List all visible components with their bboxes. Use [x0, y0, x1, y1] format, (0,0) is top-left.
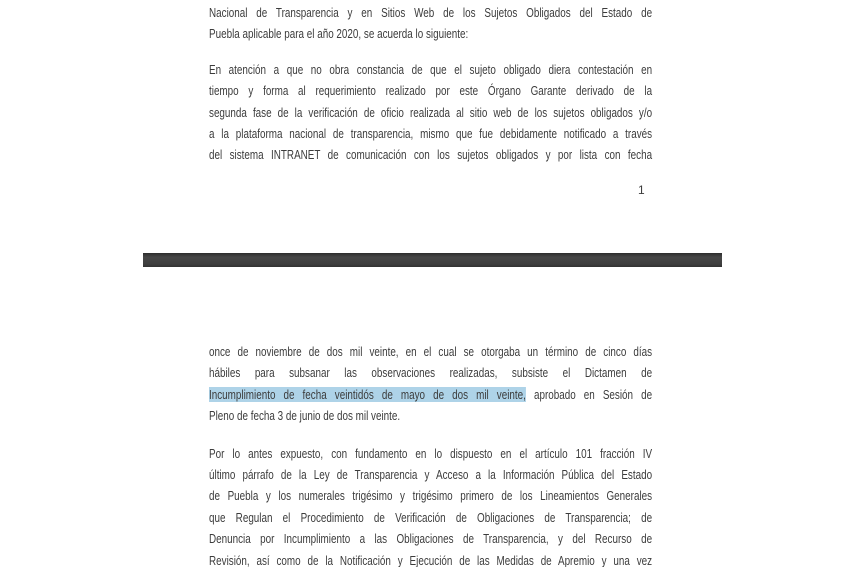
- text-line: Por lo antes expuesto, con fundamento en lo dispuesto en el artículo 101 fracción IV: [209, 445, 653, 461]
- page2-text-column: [209, 341, 652, 567]
- text-line: once de noviembre de dos mil veinte, en el cual se otorgaba un término de cinco días: [209, 344, 653, 359]
- text-line: a la plataforma nacional de transparencia, mismo que fue debidamente notificado a través: [209, 126, 653, 142]
- text-line: Denuncia por Incumplimiento a las Obligaciones de Transparencia, y del Recurso de: [209, 531, 653, 547]
- text-line: Pleno de fecha 3 de junio de dos mil veinte.: [209, 408, 401, 424]
- text-line: Nacional de Transparencia y en Sitios Web de los Sujetos Obligados del Estado de: [209, 5, 653, 20]
- text-line: último párrafo de la Ley de Transparencia y Acceso a la Información Pública del Estado: [209, 467, 653, 483]
- paragraph: [209, 59, 652, 166]
- highlighted-text: Incumplimiento de fecha veintidós de mayo de dos mil veinte,: [209, 386, 526, 402]
- text-line: Incumplimiento de fecha veintidós de mayo de dos mil veinte, aprobado en Sesión de: [209, 386, 653, 402]
- page-separator-bar: [143, 253, 722, 267]
- paragraph: [209, 443, 652, 567]
- paragraph: [209, 341, 652, 427]
- text-line: Puebla aplicable para el año 2020, se acuerda lo siguiente:: [209, 26, 469, 42]
- page-number: 1: [638, 183, 645, 197]
- text-line: segunda fase de la verificación de oficio realizada al sitio web de los sujetos obligados y/o: [209, 104, 653, 120]
- document-page-1: [143, 0, 722, 253]
- document-page-2: [143, 267, 722, 567]
- text-line: del sistema INTRANET de comunicación con los sujetos obligados y por lista con fecha: [209, 147, 653, 163]
- paragraph: [209, 2, 652, 45]
- text-line: hábiles para subsanar las observaciones realizadas, subsiste el Dictamen de: [209, 365, 653, 381]
- text-line: que Regulan el Procedimiento de Verificación de Obligaciones de Transparencia; de: [209, 509, 653, 525]
- text-line: de Puebla y los numerales trigésimo y trigésimo primero de los Lineamientos Generales: [209, 488, 653, 504]
- text-line: tiempo y forma al requerimiento realizado por este Órgano Garante derivado de la: [209, 83, 653, 99]
- page1-text-column: [209, 2, 652, 166]
- text-line: Revisión, así como de la Notificación y Ejecución de las Medidas de Apremio y una vez: [209, 552, 653, 567]
- text-line: En atención a que no obra constancia de que el sujeto obligado diera contestación en: [209, 61, 653, 77]
